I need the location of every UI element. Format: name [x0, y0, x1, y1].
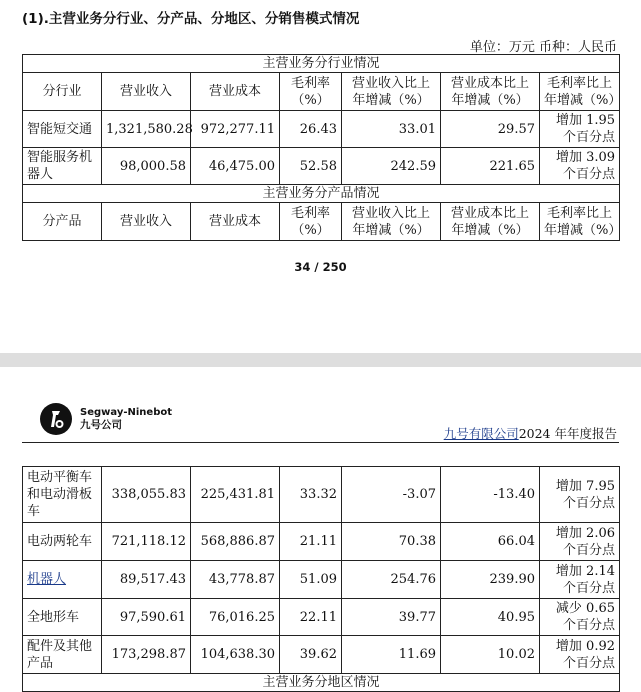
cost-change-cell: 239.90: [441, 561, 540, 599]
col-header: 毛利率（%）: [280, 73, 342, 111]
revenue-cell: 97,590.61: [102, 599, 191, 636]
industry-section-header: 主营业务分行业情况: [23, 55, 620, 73]
row-name: 智能短交通: [23, 111, 102, 148]
margin-cell: 51.09: [280, 561, 342, 599]
revenue-cell: 98,000.58: [102, 148, 191, 185]
col-header: 营业成本比上年增减（%）: [441, 73, 540, 111]
rev-change-cell: 39.77: [342, 599, 441, 636]
col-header: 营业收入: [102, 203, 191, 241]
col-header: 分产品: [23, 203, 102, 241]
margin-cell: 22.11: [280, 599, 342, 636]
margin-change-cell: 增加 0.92 个百分点: [540, 636, 620, 674]
col-header: 营业成本比上年增减（%）: [441, 203, 540, 241]
logo-chinese: 九号公司: [80, 419, 122, 431]
col-header: 营业收入比上年增减（%）: [342, 73, 441, 111]
cost-cell: 43,778.87: [191, 561, 280, 599]
table-row: [23, 599, 620, 636]
table-row: [23, 111, 620, 148]
rev-change-cell: 242.59: [342, 148, 441, 185]
col-header: 营业成本: [191, 73, 280, 111]
rev-change-cell: 11.69: [342, 636, 441, 674]
product-section-header: 主营业务分产品情况: [23, 185, 620, 203]
cost-cell: 46,475.00: [191, 148, 280, 185]
company-logo: [40, 403, 172, 435]
rev-change-cell: 33.01: [342, 111, 441, 148]
rev-change-cell: -3.07: [342, 467, 441, 523]
cost-cell: 104,638.30: [191, 636, 280, 674]
company-name-link[interactable]: 九号有限公司: [443, 426, 519, 441]
page-separator: [0, 353, 641, 367]
col-header: 营业成本: [191, 203, 280, 241]
robot-link[interactable]: 机器人: [27, 572, 67, 587]
revenue-cell: 338,055.83: [102, 467, 191, 523]
margin-change-cell: 增加 2.06 个百分点: [540, 523, 620, 561]
segment-table-top: [22, 54, 620, 241]
row-name: 配件及其他产品: [23, 636, 102, 674]
revenue-cell: 1,321,580.28: [102, 111, 191, 148]
rev-change-cell: 70.38: [342, 523, 441, 561]
col-header: 营业收入: [102, 73, 191, 111]
margin-cell: 39.62: [280, 636, 342, 674]
margin-cell: 21.11: [280, 523, 342, 561]
report-page-35: [0, 367, 641, 690]
cost-change-cell: 10.02: [441, 636, 540, 674]
margin-change-cell: 增加 2.14 个百分点: [540, 561, 620, 599]
table-row: [23, 148, 620, 185]
col-header: 毛利率比上年增减（%）: [540, 203, 620, 241]
cost-change-cell: -13.40: [441, 467, 540, 523]
cost-change-cell: 66.04: [441, 523, 540, 561]
segment-table-bottom: [22, 466, 620, 692]
margin-cell: 33.32: [280, 467, 342, 523]
table-row: [23, 561, 620, 599]
region-section-header: 主营业务分地区情况: [23, 674, 620, 692]
col-header: 毛利率（%）: [280, 203, 342, 241]
row-name: 全地形车: [23, 599, 102, 636]
cost-change-cell: 221.65: [441, 148, 540, 185]
logo-english: Segway-Ninebot: [80, 407, 172, 418]
margin-cell: 52.58: [280, 148, 342, 185]
margin-change-cell: 减少 0.65 个百分点: [540, 599, 620, 636]
report-title: 2024 年年度报告: [518, 426, 617, 441]
row-name: 电动平衡车和电动滑板车: [23, 467, 102, 523]
row-name: 电动两轮车: [23, 523, 102, 561]
ninebot-logo-icon: [40, 403, 72, 435]
header-rule: [22, 442, 619, 443]
cost-change-cell: 40.95: [441, 599, 540, 636]
cost-cell: 568,886.87: [191, 523, 280, 561]
col-header: 毛利率比上年增减（%）: [540, 73, 620, 111]
col-header: 分行业: [23, 73, 102, 111]
cost-cell: 225,431.81: [191, 467, 280, 523]
margin-change-cell: 增加 1.95 个百分点: [540, 111, 620, 148]
row-name: 智能服务机器人: [23, 148, 102, 185]
rev-change-cell: 254.76: [342, 561, 441, 599]
section-title: (1).主营业务分行业、分产品、分地区、分销售模式情况: [22, 11, 360, 27]
cost-cell: 76,016.25: [191, 599, 280, 636]
unit-currency-label: 单位：万元 币种：人民币: [469, 40, 617, 55]
table-row: [23, 523, 620, 561]
table-row: [23, 467, 620, 523]
margin-change-cell: 增加 3.09 个百分点: [540, 148, 620, 185]
report-header: [444, 424, 617, 442]
table-row: [23, 636, 620, 674]
col-header: 营业收入比上年增减（%）: [342, 203, 441, 241]
cost-cell: 972,277.11: [191, 111, 280, 148]
page-number: 34 / 250: [294, 260, 347, 274]
margin-change-cell: 增加 7.95 个百分点: [540, 467, 620, 523]
margin-cell: 26.43: [280, 111, 342, 148]
revenue-cell: 89,517.43: [102, 561, 191, 599]
revenue-cell: 721,118.12: [102, 523, 191, 561]
cost-change-cell: 29.57: [441, 111, 540, 148]
revenue-cell: 173,298.87: [102, 636, 191, 674]
